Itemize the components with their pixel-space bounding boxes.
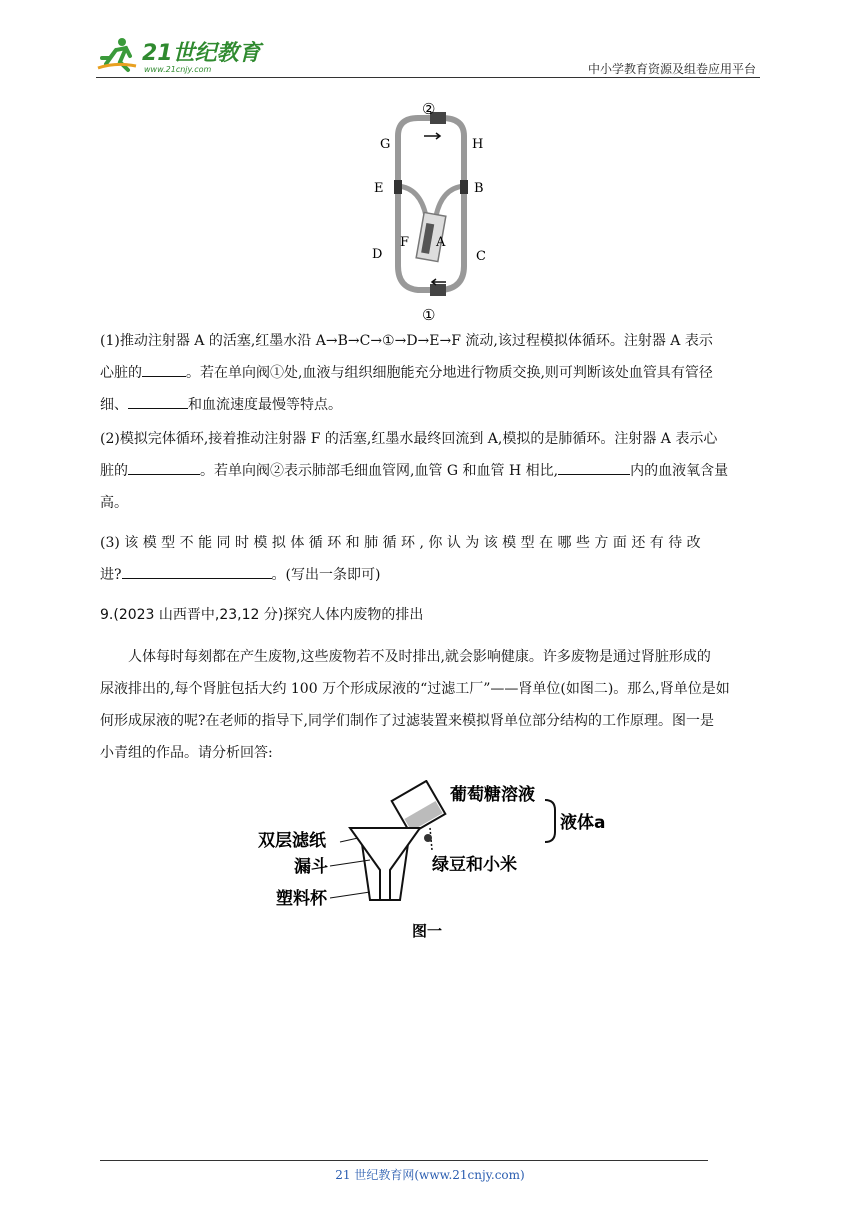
q1-line-2: 心脏的 。若在单向阀①处,血液与组织细胞能充分地进行物质交换,则可判断该处血管具有管径 xyxy=(100,362,762,384)
question-9-intro: 人体每时每刻都在产生废物,这些废物若不及时排出,就会影响健康。许多废物是通过肾脏形成的 尿液排出的,每个肾脏包括大约 100 万个形成尿液的“过滤工厂”——肾单位(如图二)。那么,肾单位是如 何形成尿液的呢?在老师的指导下,同学们制作了过滤装置来模拟肾单位部分结构的工作原理。图一是 小青组的作品。请分析回答: xyxy=(100,649,730,761)
tube-label-g: G xyxy=(380,137,391,152)
svg-text:21世纪教育: 21世纪教育 xyxy=(142,41,261,66)
tube-label-c: C xyxy=(476,249,486,264)
tube-label-d: D xyxy=(372,247,383,262)
footer-link[interactable]: 21 世纪教育网(www.21cnjy.com) xyxy=(335,1168,525,1182)
circulation-model-figure xyxy=(360,96,500,326)
svg-text:www.21cnjy.com: www.21cnjy.com xyxy=(144,65,212,74)
platform-title: 中小学教育资源及组卷应用平台 xyxy=(587,62,756,76)
q2-line-3: 高。 xyxy=(100,495,128,511)
question-9-title: 9.(2023 山西晋中,23,12 分)探究人体内废物的排出 xyxy=(100,607,424,623)
q1-line-1: (1)推动注射器 A 的活塞,红墨水沿 A→B→C→①→D→E→F 流动,该过程模拟体循环。注射器 A 表示 xyxy=(100,333,713,349)
runner-icon xyxy=(98,38,136,70)
answer-blank[interactable] xyxy=(558,460,630,475)
question-1 xyxy=(100,330,762,416)
footer-divider xyxy=(100,1160,708,1161)
filtration-device-figure xyxy=(250,780,610,945)
q2-line-2: 脏的 。若单向阀②表示肺部毛细血管网,血管 G 和血管 H 相比, 内的血液氧含量 xyxy=(100,460,762,482)
glucose-label: 葡萄糖溶液 xyxy=(450,785,535,805)
answer-blank[interactable] xyxy=(128,394,188,409)
q3-line-2: 进? 。(写出一条即可) xyxy=(100,564,762,586)
answer-blank[interactable] xyxy=(142,362,186,377)
mung-millet-label: 绿豆和小米 xyxy=(432,855,517,875)
connector-label-e: E xyxy=(374,181,384,196)
syringe-label-a: A xyxy=(436,235,446,250)
valve-2-label: ② xyxy=(422,100,436,118)
figure-caption: 图一 xyxy=(412,922,443,940)
funnel-label: 漏斗 xyxy=(294,857,328,877)
liquid-a-label: 液体a xyxy=(560,813,606,833)
answer-blank[interactable] xyxy=(122,564,272,579)
question-3 xyxy=(100,532,762,586)
q1-line-3: 细、 和血流速度最慢等特点。 xyxy=(100,394,762,416)
q2-line-1: (2)模拟完体循环,接着推动注射器 F 的活塞,红墨水最终回流到 A,模拟的是肺循环。注射器 A 表示心 xyxy=(100,431,718,447)
site-logo xyxy=(96,34,266,74)
header-divider xyxy=(96,77,760,78)
tube-label-h: H xyxy=(472,137,484,152)
filter-paper-label: 双层滤纸 xyxy=(258,831,326,851)
question-2 xyxy=(100,428,762,514)
q3-line-1: (3) 该 模 型 不 能 同 时 模 拟 体 循 环 和 肺 循 环 , 你 认 为 该 模 型 在 哪 些 方 面 还 有 待 改 xyxy=(100,535,701,551)
valve-1-label: ① xyxy=(422,306,436,324)
syringe-label-f: F xyxy=(400,235,410,250)
page-header xyxy=(96,30,760,80)
connector-label-b: B xyxy=(474,181,484,196)
answer-blank[interactable] xyxy=(128,460,200,475)
cup-label: 塑料杯 xyxy=(276,889,327,909)
